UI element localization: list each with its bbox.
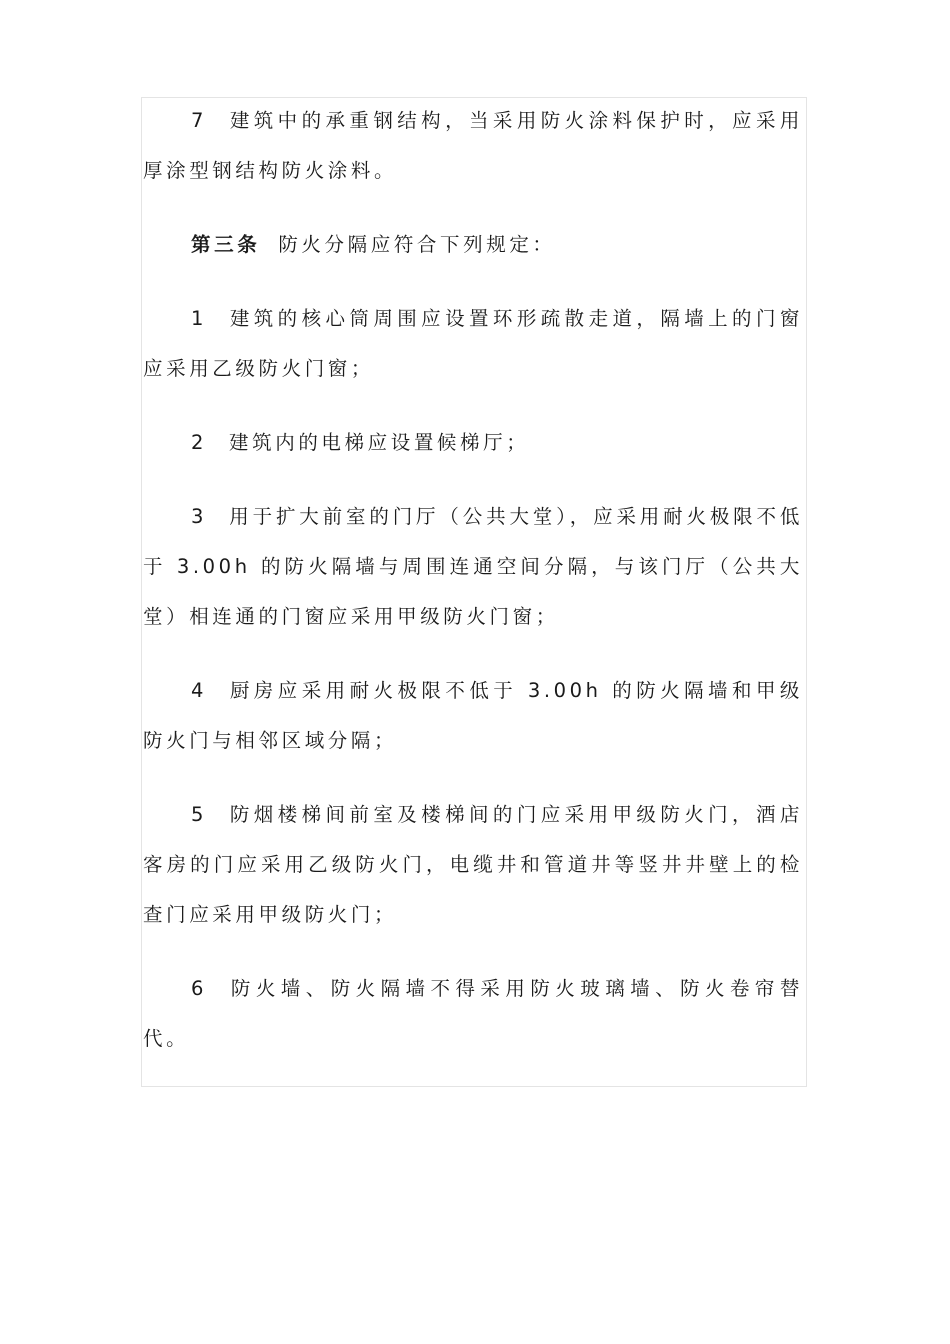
article-label: 第三条 (191, 233, 261, 256)
item-number: 7 (191, 109, 208, 132)
clause-item-6 (143, 964, 803, 1064)
item-number: 2 (191, 431, 208, 454)
item-number: 6 (191, 977, 208, 1000)
document-body (143, 96, 803, 1088)
article-text: 防火分隔应符合下列规定： (278, 233, 556, 256)
item-number: 4 (191, 679, 208, 702)
item-text: 厨房应采用耐火极限不低于 3.00h 的防火隔墙和甲级防火门与相邻区域分隔； (143, 679, 803, 752)
clause-item-3 (143, 492, 803, 642)
item-number: 5 (191, 803, 208, 826)
clause-item-4 (143, 666, 803, 766)
item-text: 建筑内的电梯应设置候梯厅； (229, 431, 530, 454)
item-text: 建筑中的承重钢结构，当采用防火涂料保护时，应采用厚涂型钢结构防火涂料。 (143, 109, 803, 182)
clause-item-7 (143, 96, 803, 196)
item-text: 防烟楼梯间前室及楼梯间的门应采用甲级防火门，酒店客房的门应采用乙级防火门，电缆井和管道井等竖井井壁上的检查门应采用甲级防火门； (143, 803, 803, 926)
item-text: 建筑的核心筒周围应设置环形疏散走道，隔墙上的门窗应采用乙级防火门窗； (143, 307, 803, 380)
item-number: 1 (191, 307, 208, 330)
article-three-heading (143, 220, 803, 270)
item-number: 3 (191, 505, 208, 528)
clause-item-5 (143, 790, 803, 940)
item-text: 防火墙、防火隔墙不得采用防火玻璃墙、防火卷帘替代。 (143, 977, 803, 1050)
item-text: 用于扩大前室的门厅（公共大堂），应采用耐火极限不低于 3.00h 的防火隔墙与周围连通空间分隔，与该门厅（公共大堂）相连通的门窗应采用甲级防火门窗； (143, 505, 803, 628)
clause-item-2 (143, 418, 803, 468)
clause-item-1 (143, 294, 803, 394)
